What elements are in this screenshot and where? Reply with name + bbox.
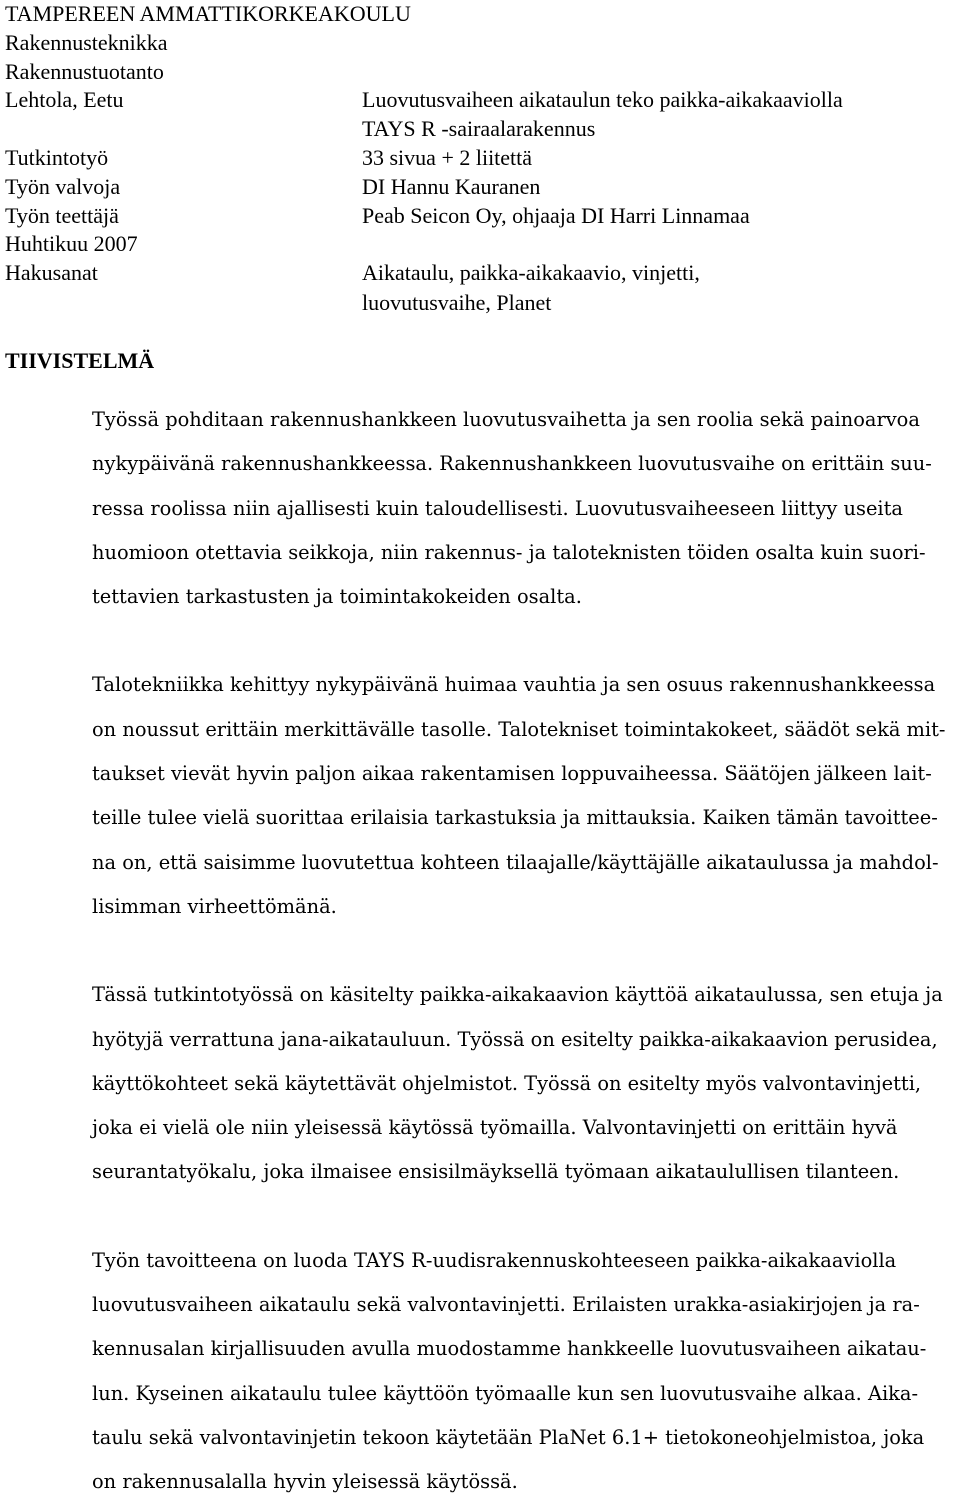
- header-row-thesis-type: [5, 144, 955, 173]
- header-row-title-cont: [5, 115, 955, 144]
- text-line: Työn tavoitteena on luoda TAYS R-uudisrakennuskohteeseen paikka-aikakaaviolla: [92, 1248, 897, 1272]
- thesis-title: Luovutusvaiheen aikataulun teko paikka-aikakaaviolla: [362, 87, 843, 113]
- text-line: on noussut erittäin merkittävälle tasolle. Talotekniset toimintakokeet, säädöt sekä mit-: [92, 717, 946, 741]
- department-name: Rakennusteknikka: [5, 29, 168, 55]
- text-line: on rakennusalalla hyvin yleisessä käytössä.: [92, 1470, 518, 1494]
- paragraph-gap: [92, 619, 952, 663]
- text-line: seurantatyökalu, joka ilmaisee ensisilmäyksellä työmaan aikataulullisen tilanteen.: [92, 1160, 900, 1184]
- abstract-paragraph-4: [92, 1239, 952, 1505]
- author-name: Lehtola, Eetu: [5, 87, 124, 113]
- abstract-paragraph-2: [92, 663, 952, 929]
- keywords-label: Hakusanat: [5, 260, 98, 286]
- text-line: taukset vievät hyvin paljon aikaa rakentamisen loppuvaiheessa. Säätöjen jälkeen lait-: [92, 762, 932, 786]
- text-line: Tässä tutkintotyössä on käsitelty paikka-aikakaavion käyttöä aikataulussa, sen etuja ja: [92, 983, 943, 1007]
- commissioner-value: Peab Seicon Oy, ohjaaja DI Harri Linnamaa: [362, 202, 750, 228]
- text-line: taulu sekä valvontavinjetin tekoon käytetään PlaNet 6.1+ tietokoneohjelmistoa, joka: [92, 1425, 925, 1449]
- text-line: nykypäivänä rakennushankkeessa. Rakennushankkeen luovutusvaihe on erittäin suu-: [92, 452, 932, 476]
- programme-name: Rakennustuotanto: [5, 58, 164, 84]
- abstract-paragraph-1: [92, 398, 952, 619]
- supervisor-label: Työn valvoja: [5, 173, 121, 199]
- text-line: Työssä pohditaan rakennushankkeen luovutusvaihetta ja sen roolia sekä painoarvoa: [92, 408, 920, 431]
- text-line: teille tulee vielä suorittaa erilaisia tarkastuksia ja mittauksia. Kaiken tämän tavoittee-: [92, 806, 938, 830]
- supervisor-value: DI Hannu Kauranen: [362, 173, 541, 199]
- header-row-department: [5, 29, 955, 58]
- text-line: käyttökohteet sekä käytettävät ohjelmistot. Työssä on esitelty myös valvontavinjetti,: [92, 1071, 922, 1095]
- header-row-keywords-cont: [5, 289, 955, 319]
- programme-value: [362, 58, 955, 87]
- text-line: kennusalan kirjallisuuden avulla muodostamme hankkeelle luovutusvaiheen aikatau-: [92, 1337, 927, 1361]
- school-name: TAMPEREEN AMMATTIKORKEAKOULU: [5, 1, 411, 26]
- thesis-subtitle: TAYS R -sairaalarakennus: [362, 116, 596, 142]
- abstract-body: [92, 398, 952, 1505]
- text-line: ressa roolissa niin ajallisesti kuin taloudellisesti. Luovutusvaiheeseen liittyy useita: [92, 496, 903, 520]
- text-line: lisimman virheettömänä.: [92, 894, 337, 918]
- department-value: [362, 29, 955, 58]
- thesis-type-label: Tutkintotyö: [5, 144, 109, 170]
- date-extra: [362, 230, 955, 259]
- text-line: hyötyjä verrattuna jana-aikatauluun. Työssä on esitelty paikka-aikakaavion perusidea,: [92, 1027, 938, 1051]
- text-line: na on, että saisimme luovutettua kohteen tilaajalle/käyttäjälle aikataulussa ja mahdol-: [92, 850, 939, 874]
- text-line: Talotekniikka kehittyy nykypäivänä huimaa vauhtia ja sen osuus rakennushankkeessa: [92, 673, 936, 697]
- header-row-keywords: [5, 259, 955, 289]
- date-value: Huhtikuu 2007: [5, 231, 138, 257]
- header-row-commissioner: [5, 202, 955, 231]
- header-row-date: [5, 230, 955, 259]
- text-line: huomioon otettavia seikkoja, niin rakennus- ja taloteknisten töiden osalta kuin suori-: [92, 540, 926, 564]
- document-header: [5, 0, 955, 318]
- keywords-value-cont: luovutusvaihe, Planet: [362, 289, 552, 315]
- school-value: [362, 0, 955, 29]
- text-line: luovutusvaiheen aikataulu sekä valvontavinjetti. Erilaisten urakka-asiakirjojen ja ra-: [92, 1293, 920, 1317]
- page-count: 33 sivua + 2 liitettä: [362, 144, 533, 170]
- paragraph-gap: [92, 929, 952, 973]
- header-row-supervisor: [5, 173, 955, 202]
- keywords-value: Aikataulu, paikka-aikakaavio, vinjetti,: [362, 260, 700, 286]
- abstract-heading: TIIVISTELMÄ: [5, 348, 155, 373]
- title-cont-label: [5, 115, 362, 144]
- commissioner-label: Työn teettäjä: [5, 202, 119, 228]
- paragraph-gap: [92, 1195, 952, 1239]
- text-line: joka ei vielä ole niin yleisessä käytössä työmailla. Valvontavinjetti on erittäin hyvä: [92, 1116, 898, 1140]
- header-row-school: [5, 0, 955, 29]
- header-row-programme: [5, 58, 955, 87]
- keywords-cont-label: [5, 289, 362, 319]
- abstract-paragraph-3: [92, 973, 952, 1194]
- text-line: lun. Kyseinen aikataulu tulee käyttöön työmaalle kun sen luovutusvaihe alkaa. Aika-: [92, 1381, 919, 1405]
- header-row-author: [5, 86, 955, 115]
- text-line: tettavien tarkastusten ja toimintakokeiden osalta.: [92, 585, 582, 609]
